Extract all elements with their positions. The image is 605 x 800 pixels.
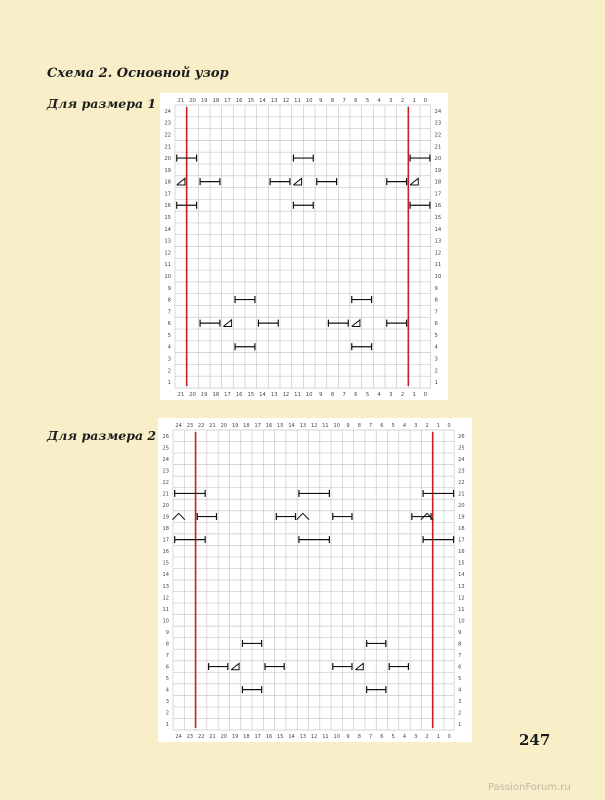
bar-symbol	[423, 490, 453, 497]
column-number: 21	[177, 98, 185, 104]
column-number: 4	[402, 423, 407, 429]
column-number: 17	[224, 98, 231, 104]
column-number: 22	[197, 734, 205, 740]
decrease-symbol	[355, 663, 363, 669]
column-number: 5	[391, 734, 395, 740]
row-number: 2	[434, 368, 438, 375]
row-number: 20	[162, 503, 169, 509]
row-number: 26	[162, 433, 169, 440]
row-number: 22	[164, 132, 171, 139]
column-number: 1	[436, 734, 440, 740]
row-number: 11	[434, 262, 442, 269]
column-number: 4	[377, 392, 381, 398]
column-number: 18	[212, 98, 220, 104]
row-number: 18	[434, 179, 442, 186]
column-number: 9	[319, 98, 323, 104]
row-number: 13	[458, 583, 465, 590]
column-number: 17	[254, 423, 261, 429]
column-number: 6	[354, 98, 358, 104]
row-number: 20	[434, 156, 442, 163]
column-number: 7	[368, 734, 373, 740]
column-number: 16	[235, 98, 243, 104]
row-number: 7	[458, 653, 462, 659]
row-number: 5	[167, 332, 171, 339]
row-number: 9	[167, 285, 171, 292]
row-number: 1	[167, 380, 171, 387]
row-number: 16	[164, 203, 171, 210]
column-number: 0	[447, 734, 451, 740]
bar-symbol	[175, 536, 205, 543]
row-number: 7	[167, 309, 171, 316]
column-number: 19	[200, 392, 208, 398]
column-number: 5	[391, 423, 395, 429]
row-number: 15	[434, 215, 442, 222]
row-number: 18	[164, 179, 171, 186]
row-number: 5	[458, 676, 462, 683]
column-number: 2	[425, 734, 429, 740]
row-number: 15	[162, 560, 169, 567]
row-number: 25	[162, 445, 169, 452]
decrease-symbol	[177, 178, 185, 185]
column-number: 1	[412, 98, 416, 104]
row-number: 21	[458, 491, 465, 498]
row-number: 6	[165, 664, 169, 671]
column-number: 10	[333, 423, 340, 429]
column-number: 2	[400, 392, 405, 398]
row-number: 3	[165, 699, 169, 706]
bar-symbol	[299, 490, 329, 497]
row-number: 2	[165, 710, 169, 717]
column-number: 3	[389, 392, 393, 398]
column-number: 20	[220, 423, 228, 429]
row-number: 6	[434, 321, 438, 328]
row-number: 8	[458, 641, 462, 648]
size-1-label: Для размера 1	[47, 96, 157, 111]
column-number: 18	[212, 392, 220, 398]
column-number: 16	[265, 734, 273, 740]
row-number: 8	[165, 641, 169, 648]
chart-svg	[158, 418, 472, 742]
size-2-chart	[158, 418, 472, 742]
column-number: 14	[288, 423, 295, 429]
row-number: 14	[458, 572, 465, 579]
row-number: 23	[162, 468, 169, 475]
row-number: 21	[162, 491, 169, 498]
size-2-label: Для размера 2	[47, 428, 157, 443]
column-number: 3	[389, 98, 393, 104]
row-number: 7	[434, 309, 438, 316]
column-number: 14	[259, 392, 266, 398]
row-number: 13	[162, 583, 169, 590]
row-number: 19	[162, 514, 169, 521]
column-number: 9	[346, 423, 350, 429]
column-number: 20	[220, 734, 228, 740]
row-number: 1	[434, 380, 438, 387]
row-number: 25	[458, 445, 465, 452]
row-number: 1	[165, 722, 169, 729]
column-number: 4	[377, 98, 381, 104]
row-number: 9	[458, 629, 462, 636]
column-number: 12	[282, 98, 290, 104]
column-number: 23	[186, 734, 194, 740]
page-title: Схема 2. Основной узор	[47, 66, 229, 81]
column-number: 12	[282, 392, 290, 398]
column-number: 1	[436, 423, 440, 429]
row-number: 1	[458, 722, 462, 729]
row-number: 3	[458, 699, 462, 706]
column-number: 8	[330, 392, 335, 398]
decrease-symbol	[352, 320, 360, 327]
row-number: 24	[458, 456, 465, 463]
row-number: 24	[162, 456, 169, 463]
column-number: 3	[414, 423, 418, 429]
row-number: 16	[434, 203, 442, 210]
row-number: 20	[458, 503, 465, 509]
column-number: 24	[175, 423, 182, 429]
row-number: 6	[458, 664, 462, 671]
column-number: 8	[357, 423, 361, 429]
column-number: 5	[365, 98, 370, 104]
column-number: 11	[294, 98, 301, 104]
column-number: 13	[299, 423, 307, 429]
column-number: 14	[288, 734, 295, 740]
column-number: 18	[243, 734, 250, 740]
column-number: 15	[247, 392, 255, 398]
row-number: 12	[458, 595, 465, 602]
column-number: 16	[235, 392, 243, 398]
column-number: 16	[265, 423, 273, 429]
row-number: 16	[162, 549, 169, 556]
row-number: 14	[434, 226, 442, 233]
row-number: 4	[167, 344, 171, 351]
row-number: 13	[164, 238, 171, 245]
row-number: 8	[434, 297, 438, 304]
chart-svg	[160, 93, 448, 400]
row-number: 15	[458, 560, 465, 567]
double-decrease-symbol	[172, 513, 184, 519]
row-number: 12	[164, 250, 171, 257]
column-number: 20	[189, 392, 196, 398]
row-number: 7	[165, 653, 169, 659]
row-number: 17	[458, 537, 465, 544]
row-number: 18	[458, 526, 465, 533]
row-number: 21	[434, 144, 442, 151]
row-number: 24	[434, 108, 442, 115]
decrease-symbol	[223, 320, 231, 327]
column-number: 19	[200, 98, 208, 104]
row-number: 3	[434, 356, 438, 363]
column-number: 0	[447, 423, 451, 429]
row-number: 6	[167, 321, 171, 328]
column-number: 13	[270, 392, 278, 398]
column-number: 15	[277, 734, 284, 740]
column-number: 13	[299, 734, 307, 740]
column-number: 7	[342, 98, 346, 104]
column-number: 6	[354, 392, 358, 398]
column-number: 2	[425, 423, 429, 429]
row-number: 13	[434, 238, 442, 245]
row-number: 3	[167, 356, 171, 363]
column-number: 10	[333, 734, 340, 740]
row-number: 10	[434, 273, 442, 280]
column-number: 22	[197, 423, 205, 429]
row-number: 22	[458, 479, 465, 486]
column-number: 9	[319, 392, 323, 398]
column-number: 19	[231, 734, 239, 740]
watermark: PassionForum.ru	[488, 782, 571, 793]
column-number: 19	[231, 423, 239, 429]
row-number: 23	[458, 468, 465, 475]
column-number: 0	[423, 392, 427, 398]
column-number: 21	[177, 392, 185, 398]
column-number: 6	[380, 734, 384, 740]
double-decrease-symbol	[297, 513, 309, 519]
row-number: 11	[164, 262, 171, 269]
column-number: 10	[305, 98, 313, 104]
column-number: 15	[277, 423, 284, 429]
row-number: 9	[165, 629, 169, 636]
row-number: 2	[167, 368, 171, 375]
row-number: 23	[164, 120, 171, 127]
column-number: 9	[346, 734, 350, 740]
row-number: 4	[165, 687, 169, 694]
decrease-symbol	[293, 178, 301, 185]
column-number: 18	[243, 423, 250, 429]
size-1-chart	[160, 93, 448, 400]
column-number: 5	[365, 392, 370, 398]
column-number: 3	[414, 734, 418, 740]
column-number: 12	[310, 734, 318, 740]
row-number: 11	[458, 606, 465, 613]
column-number: 8	[357, 734, 361, 740]
row-number: 2	[458, 710, 462, 717]
page-number: 247	[519, 731, 551, 749]
row-number: 21	[164, 144, 171, 151]
row-number: 17	[434, 191, 442, 198]
row-number: 19	[164, 167, 171, 174]
column-number: 0	[423, 98, 427, 104]
row-number: 10	[164, 273, 171, 280]
row-number: 18	[162, 526, 169, 533]
row-number: 22	[162, 479, 169, 486]
column-number: 10	[305, 392, 313, 398]
bar-symbol	[175, 490, 205, 497]
row-number: 20	[164, 156, 171, 163]
row-number: 5	[165, 676, 169, 683]
column-number: 7	[342, 392, 346, 398]
column-number: 1	[412, 392, 416, 398]
column-number: 20	[189, 98, 196, 104]
bar-symbol	[423, 536, 453, 543]
row-number: 14	[164, 226, 171, 233]
column-number: 2	[400, 98, 405, 104]
row-number: 12	[434, 250, 442, 257]
column-number: 12	[310, 423, 318, 429]
column-number: 13	[270, 98, 278, 104]
row-number: 23	[434, 120, 442, 127]
row-number: 16	[458, 549, 465, 556]
column-number: 7	[368, 423, 373, 429]
column-number: 23	[186, 423, 194, 429]
column-number: 24	[175, 734, 182, 740]
row-number: 4	[434, 344, 438, 351]
row-number: 17	[162, 537, 169, 544]
decrease-symbol	[231, 663, 239, 669]
row-number: 19	[458, 514, 465, 521]
column-number: 11	[322, 734, 329, 740]
row-number: 11	[162, 606, 169, 613]
column-number: 17	[224, 392, 231, 398]
bar-symbol	[299, 536, 329, 543]
row-number: 19	[434, 167, 442, 174]
row-number: 12	[162, 595, 169, 602]
row-number: 17	[164, 191, 171, 198]
row-number: 10	[458, 618, 465, 625]
column-number: 21	[209, 734, 216, 740]
column-number: 21	[209, 423, 216, 429]
row-number: 9	[434, 285, 438, 292]
row-number: 15	[164, 215, 171, 222]
row-number: 5	[434, 332, 438, 339]
row-number: 26	[458, 433, 465, 440]
decrease-symbol	[410, 178, 418, 185]
row-number: 24	[164, 108, 171, 115]
column-number: 11	[294, 392, 301, 398]
column-number: 15	[247, 98, 255, 104]
row-number: 8	[167, 297, 171, 304]
column-number: 6	[380, 423, 384, 429]
column-number: 8	[330, 98, 335, 104]
row-number: 14	[162, 572, 169, 579]
column-number: 17	[254, 734, 261, 740]
row-number: 22	[434, 132, 442, 139]
row-number: 4	[458, 687, 462, 694]
column-number: 14	[259, 98, 266, 104]
column-number: 11	[322, 423, 329, 429]
row-number: 10	[162, 618, 169, 625]
column-number: 4	[402, 734, 407, 740]
